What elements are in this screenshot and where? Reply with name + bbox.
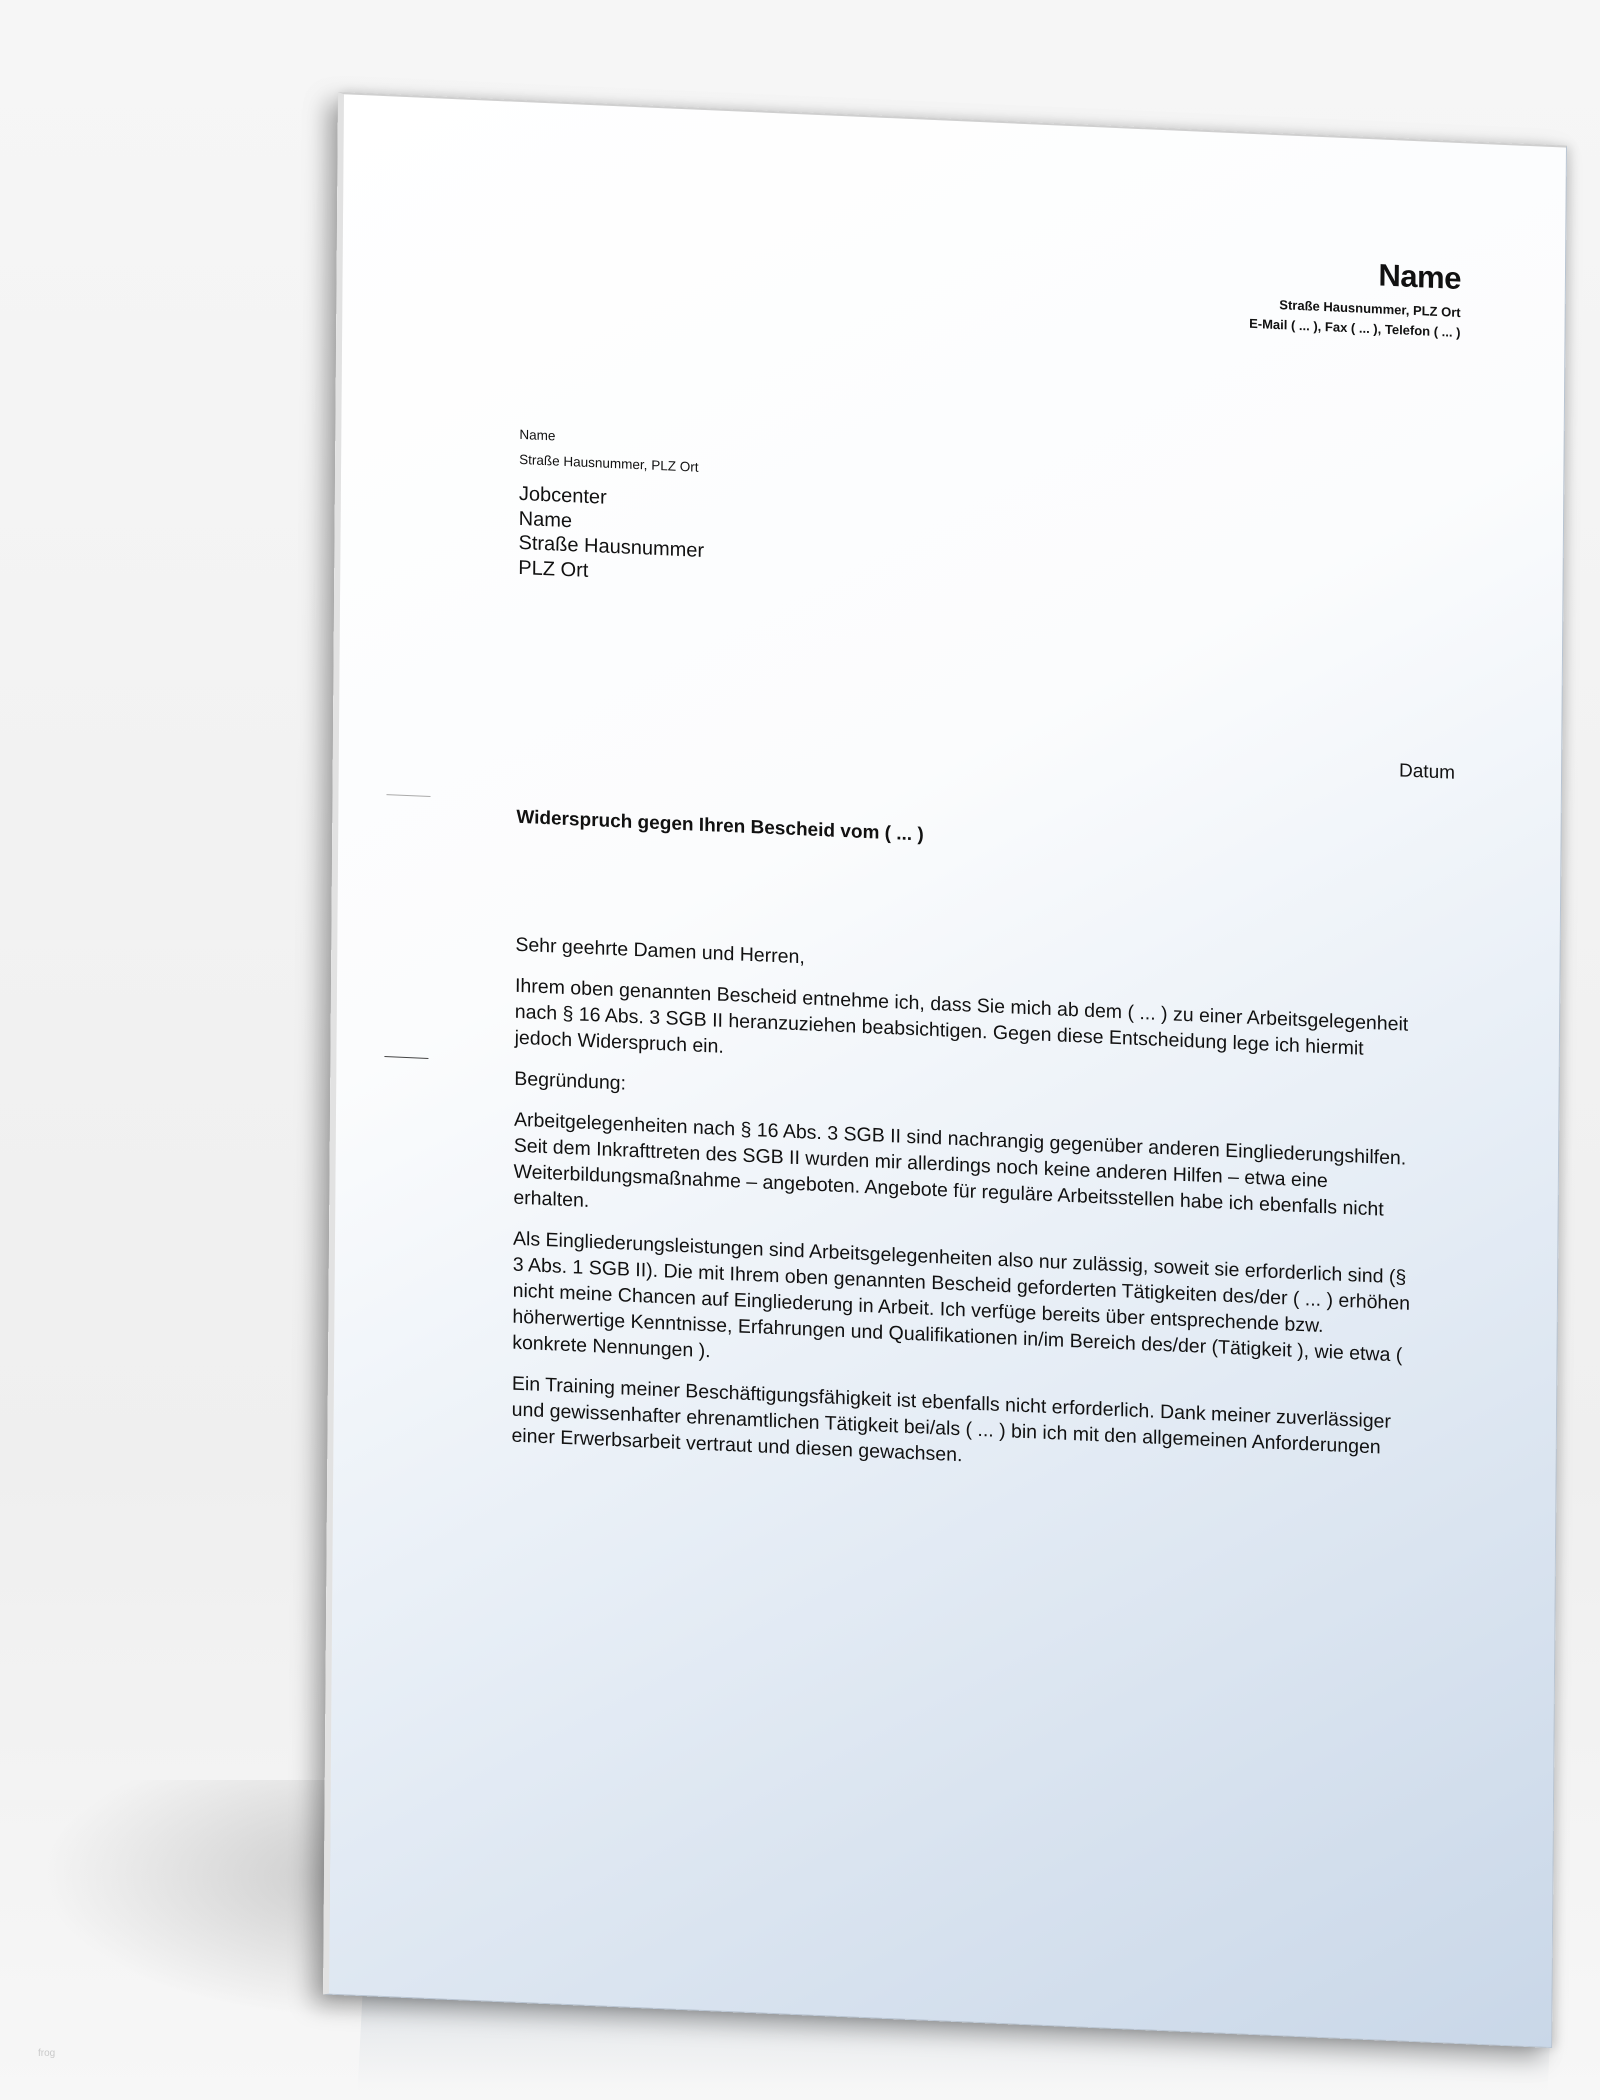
reason-heading: Begründung: xyxy=(514,1067,627,1095)
paragraph-4: Ein Training meiner Beschäftigungsfähigkeit ist ebenfalls nicht erforderlich. Dank meiner zuverlässiger und gewissenhafter ehrenamtlichen Tätigkeit bei/als ( ... ) bin ich mit den allgemeinen Anforderungen einer Erwerbsarbeit vertraut und diesen gewachsen. xyxy=(511,1372,1392,1467)
letter-date: Datum xyxy=(1398,760,1456,784)
return-address xyxy=(519,422,699,480)
paragraph-3: Als Eingliederungsleistungen sind Arbeitsgelegenheiten also nur zulässig, soweit sie erforderlich sind (§ 3 Abs. 1 SGB II). Die mit Ihrem oben genannten Bescheid geforderten Tätigkeiten des/der ( ... ) erhöhen nicht meine Chancen auf Eingliederung in Arbeit. Ich verfüge bereits über entsprechende bzw. höherwertige Kenntnisse, Erfahrungen und Qualifikationen in/im Bereich des/der (Tätigkeit ), wie etwa ( konkrete Nennungen ). xyxy=(512,1227,1411,1367)
recipient-line-2: Name xyxy=(518,507,573,532)
sender-name: Name xyxy=(1378,257,1462,297)
return-name: Name xyxy=(519,426,556,444)
fold-mark-punch xyxy=(384,1056,428,1059)
sender-street: Straße Hausnummer, PLZ Ort xyxy=(1279,297,1461,321)
letter-subject: Widerspruch gegen Ihren Bescheid vom ( ... ) xyxy=(516,806,924,846)
recipient-line-4: PLZ Ort xyxy=(518,556,589,582)
paragraph-1: Ihrem oben genannten Bescheid entnehme ich, dass Sie mich ab dem ( ... ) zu einer Arbeitsgelegenheit nach § 16 Abs. 3 SGB II heranzuziehen beabsichtigen. Gegen diese Entscheidung lege ich hiermit jedoch Widerspruch ein. xyxy=(514,974,1409,1060)
recipient-line-1: Jobcenter xyxy=(518,482,607,509)
paragraph-2: Arbeitgelegenheiten nach § 16 Abs. 3 SGB II sind nachrangig gegenüber anderen Eingliederungshilfen. Seit dem Inkrafttreten des SGB II wurden mir allerdings noch keine anderen Hilfen – etwa eine Weiterbildungsmaßnahme – angeboten. Angebote für reguläre Arbeitsstellen habe ich ebenfalls nicht erhalten. xyxy=(513,1108,1407,1221)
return-street: Straße Hausnummer, PLZ Ort xyxy=(519,451,699,475)
salutation: Sehr geehrte Damen und Herren, xyxy=(515,933,805,969)
letter-page xyxy=(323,92,1567,2048)
watermark-credit: frog xyxy=(38,2048,56,2059)
sender-block xyxy=(1249,252,1461,343)
recipient-address xyxy=(518,482,704,588)
letter-body xyxy=(511,932,1415,1503)
recipient-line-3: Straße Hausnummer xyxy=(518,531,705,562)
sender-contact: E-Mail ( ... ), Fax ( ... ), Telefon ( ... ) xyxy=(1249,315,1461,341)
fold-mark-top xyxy=(386,794,430,797)
